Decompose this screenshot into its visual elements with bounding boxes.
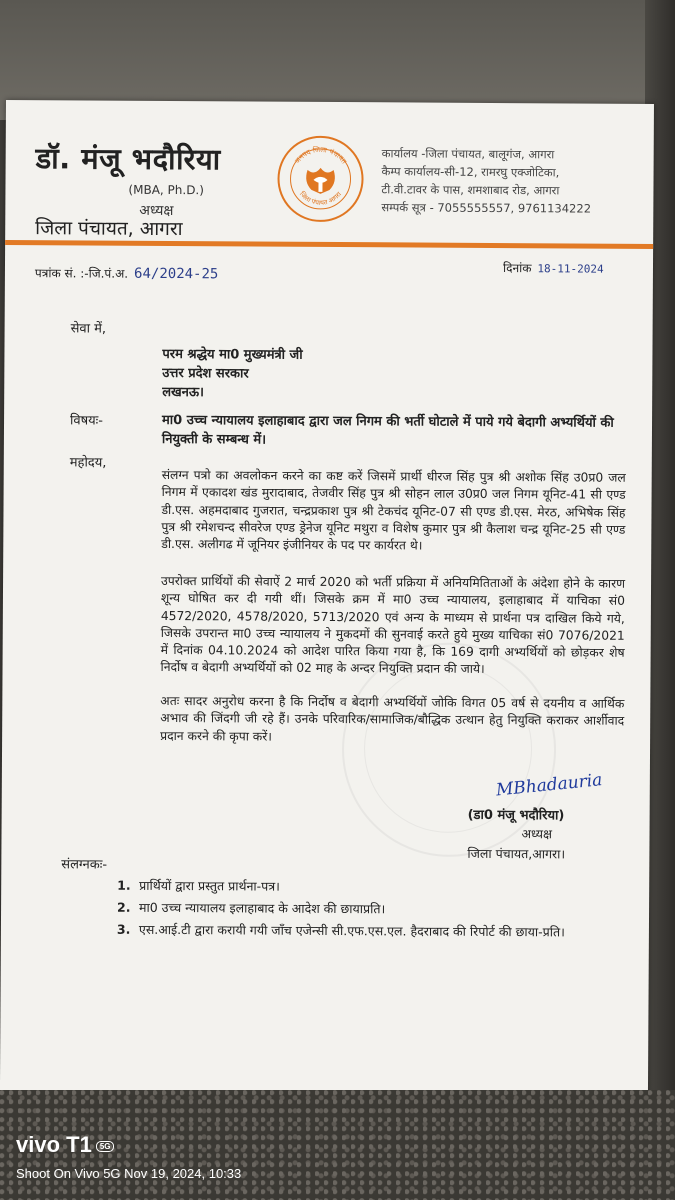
svg-text:जनपद जिला पंचायत: जनपद जिला पंचायत	[293, 145, 348, 166]
enclosure-text: प्रार्थियों द्वारा प्रस्तुत प्रार्थना-पत्र।	[139, 877, 280, 894]
reference-number	[35, 264, 219, 282]
enclosure-text: एस.आई.टी द्वारा करायी गयी जाँच एजेन्सी सी.एफ.एस.एल. हैदराबाद की रिपोर्ट की छाया-प्रति।	[138, 921, 565, 940]
enclosure-text: मा0 उच्च न्यायालय इलाहाबाद के आदेश की छायाप्रति।	[139, 899, 386, 917]
enclosures-label: संलग्नकः-	[61, 857, 108, 873]
letterhead-name: डॉ. मंजू भदौरिया	[35, 141, 221, 177]
address-line: सम्पर्क सूत्र - 7055555557, 9761134222	[381, 200, 592, 216]
address-line: टी.वी.टावर के पास, शमशाबाद रोड, आगरा	[381, 182, 560, 198]
recipient-block	[162, 345, 303, 403]
subject-text: मा0 उच्च न्यायालय इलाहाबाद द्वारा जल निगम की भर्ती घोटाले में पाये गये बेदागी अभ्यर्थियों की नियुक्ती के सम्बन्ध में।	[161, 412, 614, 448]
address-line: कार्यालय -जिला पंचायत, बालूगंज, आगरा	[381, 146, 555, 162]
svg-text:जिला पंचायत आगरा: जिला पंचायत आगरा	[297, 190, 343, 207]
recipient-line: परम श्रद्धेय मा0 मुख्यमंत्री जी	[162, 346, 303, 363]
camera-watermark-info: Shoot On Vivo 5G Nov 19, 2024, 10:33	[16, 1166, 242, 1181]
ref-label: पत्रांक सं. :-जि.पं.अ.	[34, 266, 129, 281]
letter-page	[0, 100, 654, 1099]
letterhead-degree: (MBA, Ph.D.)	[128, 182, 204, 198]
camera-brand-text: vivo T1	[16, 1132, 92, 1157]
subject-label: विषयः-	[69, 413, 104, 429]
letterhead-office: जिला पंचायत, आगरा	[35, 217, 183, 241]
handwritten-signature: MBhadauria	[495, 770, 604, 801]
recipient-line: लखनऊ।	[162, 384, 205, 401]
camera-5g-badge: 5G	[96, 1141, 115, 1152]
address-label: सेवा में,	[70, 321, 107, 337]
signatory-name: (डा0 मंजू भदौरिया)	[467, 807, 565, 824]
enclosure-item	[117, 877, 617, 897]
letter-date	[503, 259, 604, 277]
signatory-post: अध्यक्ष	[521, 826, 553, 842]
ref-handwritten: 64/2024-25	[134, 265, 219, 283]
salutation: महोदय,	[69, 455, 107, 471]
district-panchayat-emblem	[277, 136, 364, 223]
body-paragraph: उपरोक्त प्रार्थियों की सेवाऐं 2 मार्च 2020 को भर्ती प्रक्रिया में अनियमितिताओं के अंदेशा होने के कारण शून्य घोषित कर दी गयी थीं। जिसके क्रम में मा0 उच्च न्यायालय, इलाहाबाद में याचिका सं0 4572/2020, 4578/2020, 5713/2020 एवं अन्य के माध्यम से प्रार्थना पत्र दाखिल किये गये, जिसके उपरान्त मा0 उच्च न्यायालय ने मुकदमों की सुनवाई करते हुये मुख्य याचिका सं0 7076/2021 में दिनांक 04.10.2024 को आदेश पारित किया गया है, कि 169 दागी अभ्यर्थियों को छोड़कर शेष निर्दोष व बेदागी अभ्यर्थियों को 02 माह के अन्दर नियुक्ति प्रदान की जाये।	[160, 573, 626, 677]
date-handwritten: 18-11-2024	[537, 262, 604, 276]
letterhead-address	[381, 144, 641, 218]
letterhead-post: अध्यक्ष	[139, 202, 174, 220]
enclosure-item	[117, 899, 617, 919]
enclosure-item	[117, 921, 617, 941]
camera-watermark-brand	[16, 1132, 114, 1158]
recipient-line: उत्तर प्रदेश सरकार	[162, 365, 249, 382]
address-line: कैम्प कार्यालय-सी-12, रामरघु एक्जोटिका,	[381, 164, 560, 180]
letterhead-divider	[5, 240, 653, 249]
date-label: दिनांक	[502, 261, 532, 276]
enclosure-number: 2.	[117, 899, 131, 915]
body-paragraph: अतः सादर अनुरोध करना है कि निर्दोष व बेदागी अभ्यर्थियों जोकि विगत 05 वर्ष से दयनीय व आर्थिक अभाव की जिंदगी जी रहे हैं। उनके परिवारिक/सामाजिक/बौद्धिक उत्थान हेतु नियुक्ति कराकर आर्शीवाद प्रदान करने की कृपा करें।	[160, 693, 625, 744]
signatory-office: जिला पंचायत,आगरा।	[467, 845, 566, 862]
body-paragraph: संलग्न पत्रो का अवलोकन करने का कष्ट करें जिसमें प्रार्थी धीरज सिंह पुत्र श्री अशोक सिंह उ0प्र0 जल निगम में एकादश खंड मुरादाबाद, तेजवीर सिंह पुत्र श्री सोहन लाल उ0प्र0 जल निगम यूनिट-41 सी एण्ड डी.एस. अहमदाबाद गुजरात, चन्द्रप्रकाश पुत्र श्री टेकचंद यूनिट-07 सी एण्ड डी.एस. मेरठ, अभिषेक सिंह पुत्र श्री रमेशचन्द सीवरेज एण्ड ड्रेनेज यूनिट मथुरा व विशेष कुमार पुत्र श्री कैलाश चन्द्र यूनिट-25 सी एण्ड डी.एस. अलीगढ में जूनियर इंजीनियर के पद पर कार्यरत थे।	[161, 467, 626, 553]
enclosure-number: 1.	[117, 877, 131, 893]
enclosures-list	[117, 877, 617, 946]
enclosure-number: 3.	[116, 921, 131, 937]
